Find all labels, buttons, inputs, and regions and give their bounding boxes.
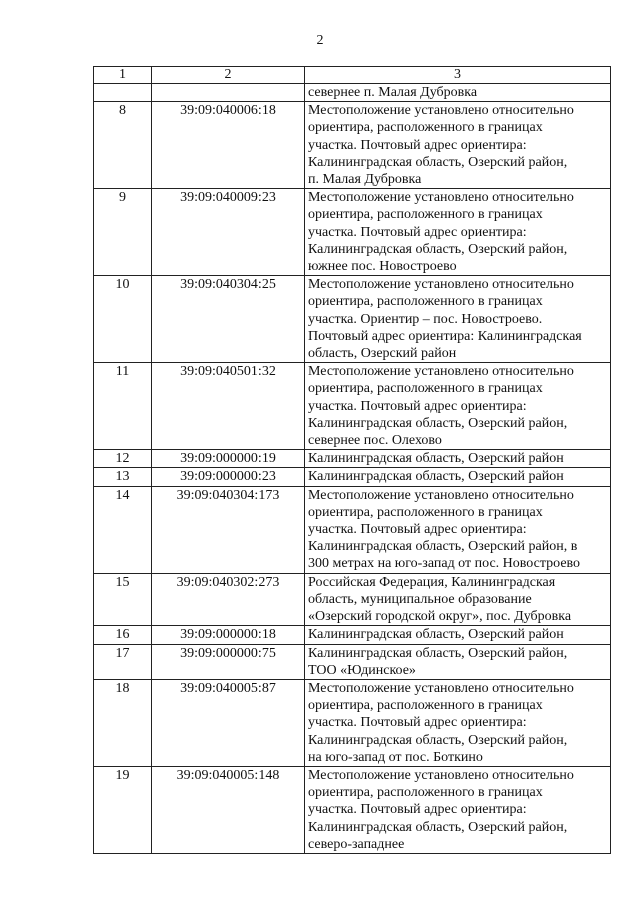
location-description [305, 679, 611, 766]
description-line: Местоположение установлено относительно [308, 767, 574, 783]
table-row [94, 679, 611, 766]
table-row [94, 486, 611, 573]
cadastral-number [152, 84, 305, 102]
description-line: участка. Почтовый адрес ориентира: [308, 802, 527, 818]
description-line: ориентира, расположенного в границах [308, 785, 543, 801]
description-line: Калининградская область, Озерский район, [308, 241, 568, 257]
table-row [94, 573, 611, 626]
cadastral-number: 39:09:040302:273 [152, 573, 305, 626]
location-description [305, 644, 611, 679]
table-row [94, 276, 611, 363]
cadastral-number: 39:09:000000:18 [152, 626, 305, 644]
page-number: 2 [316, 33, 324, 48]
description-line: 300 метрах на юго-запад от пос. Новостроево [308, 556, 581, 572]
table-row [94, 102, 611, 189]
description-line: ТОО «Юдинское» [308, 662, 416, 678]
land-plots-table [93, 66, 611, 854]
row-number: 17 [94, 644, 152, 679]
row-number: 13 [94, 468, 152, 486]
description-line: область, Озерский район [308, 346, 457, 362]
table-row [94, 450, 611, 468]
row-number [94, 84, 152, 102]
description-line: участка. Почтовый адрес ориентира: [308, 522, 527, 538]
description-line: Местоположение установлено относительно [308, 680, 574, 696]
description-line: п. Малая Дубровка [308, 172, 422, 188]
location-description [305, 363, 611, 450]
description-line: ориентира, расположенного в границах [308, 207, 543, 223]
row-number: 12 [94, 450, 152, 468]
cadastral-number: 39:09:000000:23 [152, 468, 305, 486]
description-line: Калининградская область, Озерский район, [308, 732, 568, 748]
description-line: Калининградская область, Озерский район, [308, 154, 568, 170]
location-description [305, 486, 611, 573]
column-header-location: 3 [305, 67, 611, 84]
row-number: 18 [94, 679, 152, 766]
description-line: область, муниципальное образование [308, 591, 532, 607]
cadastral-number: 39:09:040304:173 [152, 486, 305, 573]
location-description [305, 766, 611, 853]
cadastral-number: 39:09:040005:148 [152, 766, 305, 853]
cadastral-number: 39:09:000000:75 [152, 644, 305, 679]
description-line: Калининградская область, Озерский район, [308, 415, 568, 431]
description-line: севернее п. Малая Дубровка [308, 85, 478, 100]
description-line: Местоположение установлено относительно [308, 103, 574, 119]
description-line: Калининградская область, Озерский район [308, 627, 564, 643]
table-header-row [94, 67, 611, 84]
location-description [305, 450, 611, 468]
location-description [305, 276, 611, 363]
description-line: участка. Почтовый адрес ориентира: [308, 224, 527, 240]
description-line: участка. Почтовый адрес ориентира: [308, 715, 527, 731]
location-description [305, 102, 611, 189]
description-line: ориентира, расположенного в границах [308, 698, 543, 714]
description-line: южнее пос. Новостроево [308, 259, 457, 275]
table-row [94, 363, 611, 450]
cadastral-number: 39:09:040005:87 [152, 679, 305, 766]
row-number: 14 [94, 486, 152, 573]
location-description [305, 468, 611, 486]
table-row [94, 626, 611, 644]
table-row [94, 644, 611, 679]
description-line: участка. Ориентир – пос. Новостроево. [308, 311, 543, 327]
row-number: 19 [94, 766, 152, 853]
description-line: участка. Почтовый адрес ориентира: [308, 398, 527, 414]
table-row [94, 468, 611, 486]
location-description [305, 189, 611, 276]
table-row [94, 766, 611, 853]
location-description [305, 573, 611, 626]
cadastral-number: 39:09:040006:18 [152, 102, 305, 189]
description-line: Калининградская область, Озерский район, [308, 819, 568, 835]
table-row [94, 189, 611, 276]
description-line: Калининградская область, Озерский район [308, 451, 564, 467]
row-number: 15 [94, 573, 152, 626]
location-description [305, 84, 611, 102]
description-line: ориентира, расположенного в границах [308, 120, 543, 136]
column-header-number: 1 [94, 67, 152, 84]
description-line: ориентира, расположенного в границах [308, 381, 543, 397]
description-line: Местоположение установлено относительно [308, 190, 574, 206]
description-line: северо-западнее [308, 836, 405, 852]
cadastral-number: 39:09:000000:19 [152, 450, 305, 468]
description-line: ориентира, расположенного в границах [308, 504, 543, 520]
description-line: участка. Почтовый адрес ориентира: [308, 137, 527, 153]
description-line: Почтовый адрес ориентира: Калининградская [308, 328, 582, 344]
cadastral-number: 39:09:040009:23 [152, 189, 305, 276]
description-line: Местоположение установлено относительно [308, 277, 574, 293]
row-number: 16 [94, 626, 152, 644]
description-line: Калининградская область, Озерский район [308, 469, 564, 485]
row-number: 11 [94, 363, 152, 450]
location-description [305, 626, 611, 644]
description-line: ориентира, расположенного в границах [308, 294, 543, 310]
description-line: на юго-запад от пос. Боткино [308, 749, 483, 765]
row-number: 10 [94, 276, 152, 363]
description-line: Местоположение установлено относительно [308, 364, 574, 380]
description-line: Калининградская область, Озерский район, [308, 645, 568, 661]
column-header-cadastral: 2 [152, 67, 305, 84]
description-line: Местоположение установлено относительно [308, 487, 574, 503]
table-row [94, 84, 611, 102]
row-number: 9 [94, 189, 152, 276]
row-number: 8 [94, 102, 152, 189]
description-line: Российская Федерация, Калининградская [308, 574, 556, 590]
description-line: севернее пос. Олехово [308, 433, 442, 449]
description-line: «Озерский городской округ», пос. Дубровка [308, 609, 572, 625]
cadastral-number: 39:09:040304:25 [152, 276, 305, 363]
description-line: Калининградская область, Озерский район, в [308, 539, 578, 555]
cadastral-number: 39:09:040501:32 [152, 363, 305, 450]
